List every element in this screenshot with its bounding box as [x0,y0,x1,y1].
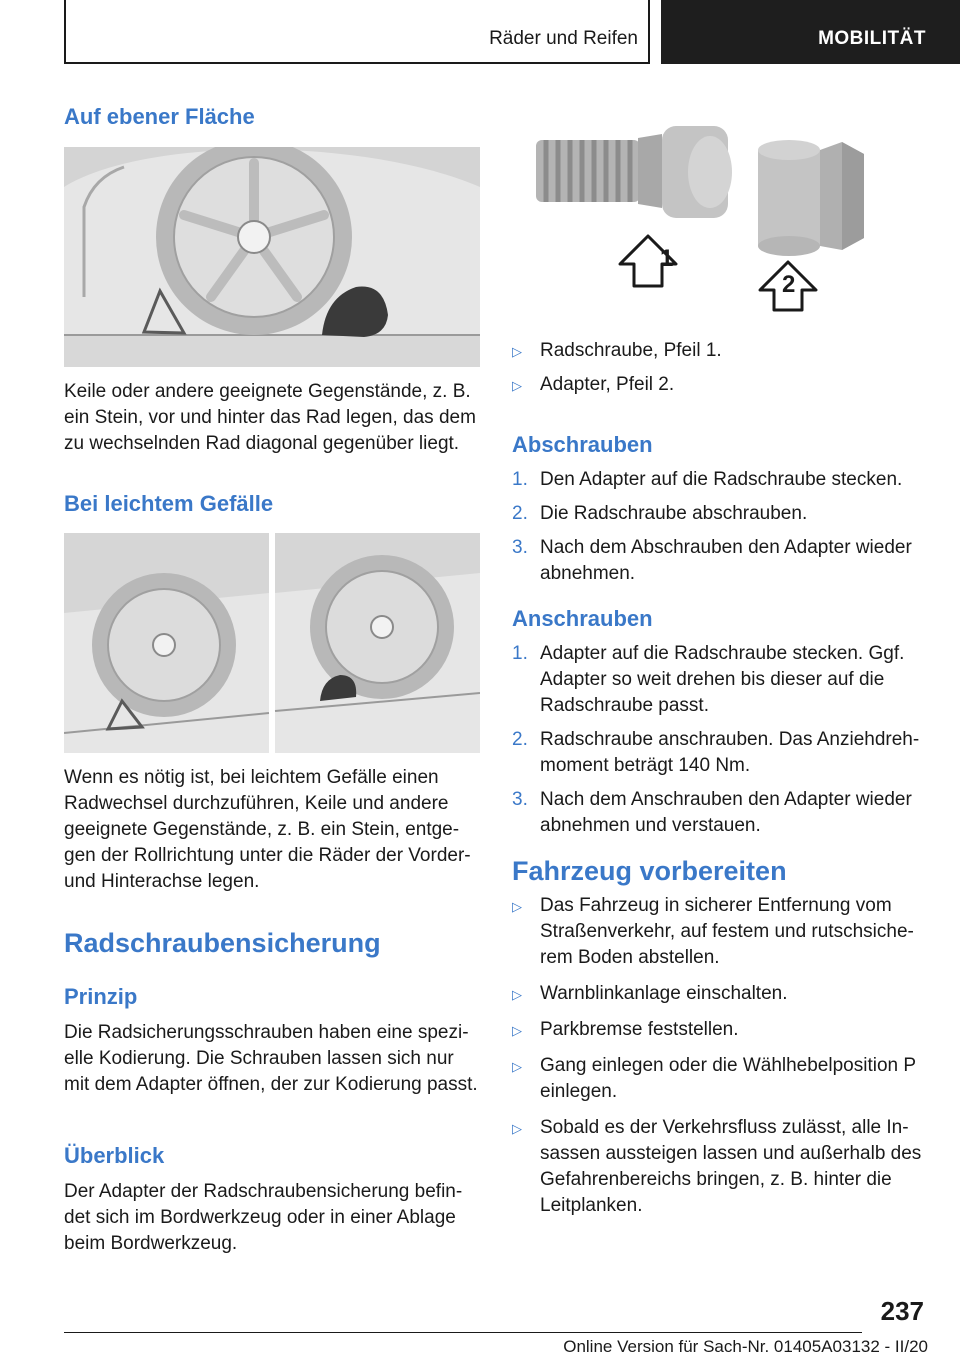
paragraph-slight-slope: Wenn es nötig ist, bei leichtem Gefälle einen Radwechsel durchzuführen, Keile und andere geeignete Gegenstände, z. B. ein Stein, entge‐gen der Rollrichtung unter die Räder der Vorder‐ und Hinterachse legen. [64,767,471,892]
list-item-text: Sobald es der Verkehrsfluss zulässt, alle In‐sassen aussteigen lassen und außerhalb des Gefahrenbereichs bringen, z. B. hinter die Leitplanken. [540,1117,922,1216]
list-item [512,501,924,527]
list-item [512,1017,924,1043]
step-number: 3. [512,789,528,810]
header-rule-bottom [64,62,650,64]
bullet-marker: ▷ [512,899,522,914]
header-section-title: Räder und Reifen [489,28,638,49]
list-item [512,372,924,398]
header-chapter-tab [661,0,960,64]
paragraph-principle: Die Radsicherungsschrauben haben eine spezi‐elle Kodierung. Die Schrauben lassen sich nur mit dem Adapter öffnen, der zur Kodierung passt. [64,1022,478,1095]
list-item [512,1115,924,1219]
list-item [512,338,924,364]
list-item-text: Gang einlegen oder die Wählhebelposition P einlegen. [540,1055,916,1102]
legend-list [512,338,924,398]
list-item [512,893,924,971]
heading-prepare-vehicle: Fahrzeug vorbereiten [512,856,787,886]
list-item-text: Adapter auf die Radschraube stecken. Ggf. Adapter so weit drehen bis dieser auf die Radschraube passt. [540,643,905,716]
heading-overview: Überblick [64,1143,165,1168]
list-item [512,467,924,493]
footer-rule [64,1332,862,1333]
bullet-marker: ▷ [512,987,522,1002]
header-rule-mid [648,0,650,64]
figure-wheel-flat [64,147,480,367]
list-item [512,1053,924,1105]
bullet-marker: ▷ [512,1023,522,1038]
footer-online-version: Online Version für Sach-Nr. 01405A03132 - II/20 [563,1337,928,1356]
figure-wheels-slope [64,533,480,753]
step-number: 1. [512,469,528,490]
list-item [512,641,924,719]
step-number: 1. [512,643,528,664]
list-item-text: Parkbremse feststellen. [540,1019,739,1040]
list-item [512,535,924,587]
figure-bolt-adapter [512,120,912,320]
heading-slight-slope: Bei leichtem Gefälle [64,491,274,516]
heading-principle: Prinzip [64,984,138,1009]
page-number: 237 [880,1296,924,1326]
header-rule-left [64,0,66,64]
heading-wheel-lock: Radschraubensicherung [64,928,381,958]
wheel-flat-illustration [64,147,480,367]
step-number: 3. [512,537,528,558]
paragraph-overview: Der Adapter der Radschraubensicherung befin‐det sich im Bordwerkzeug oder in einer Ablage beim Bordwerkzeug. [64,1181,463,1254]
paragraph-flat-surface: Keile oder andere geeignete Gegenstände, z. B. ein Stein, vor und hinter das Rad legen, das dem zu wechselnden Rad diagonal gegenüber liegt. [64,381,476,454]
list-item-text: Den Adapter auf die Radschraube stecken. [540,469,903,490]
bullet-marker: ▷ [512,1059,522,1074]
arrow-label-2: 2 [782,271,796,298]
header-chapter-label: MOBILITÄT [818,28,926,49]
bullet-marker: ▷ [512,378,522,393]
step-number: 2. [512,503,528,524]
list-item [512,787,924,839]
wheels-slope-illustration [64,533,480,753]
unscrew-steps [512,467,924,587]
heading-screw: Anschrauben [512,606,653,631]
heading-unscrew: Abschrauben [512,432,653,457]
list-item-text: Warnblinkanlage einschalten. [540,983,788,1004]
list-item-text: Radschraube, Pfeil 1. [540,340,722,361]
screw-steps [512,641,924,839]
bullet-marker: ▷ [512,344,522,359]
list-item-text: Das Fahrzeug in sicherer Entfernung vom Straßenverkehr, auf festem und rutschsiche‐rem Boden abstellen. [540,895,914,968]
arrow-label-1: 1 [660,245,674,272]
bullet-marker: ▷ [512,1121,522,1136]
list-item-text: Nach dem Abschrauben den Adapter wieder abnehmen. [540,537,912,584]
prepare-list [512,893,924,1219]
list-item-text: Nach dem Anschrauben den Adapter wieder abnehmen und verstauen. [540,789,912,836]
step-number: 2. [512,729,528,750]
list-item [512,727,924,779]
heading-flat-surface: Auf ebener Fläche [64,104,255,129]
list-item [512,981,924,1007]
list-item-text: Die Radschraube abschrauben. [540,503,808,524]
list-item-text: Adapter, Pfeil 2. [540,374,675,395]
bolt-adapter-illustration [512,120,912,320]
list-item-text: Radschraube anschrauben. Das Anziehdreh‐moment beträgt 140 Nm. [540,729,920,776]
